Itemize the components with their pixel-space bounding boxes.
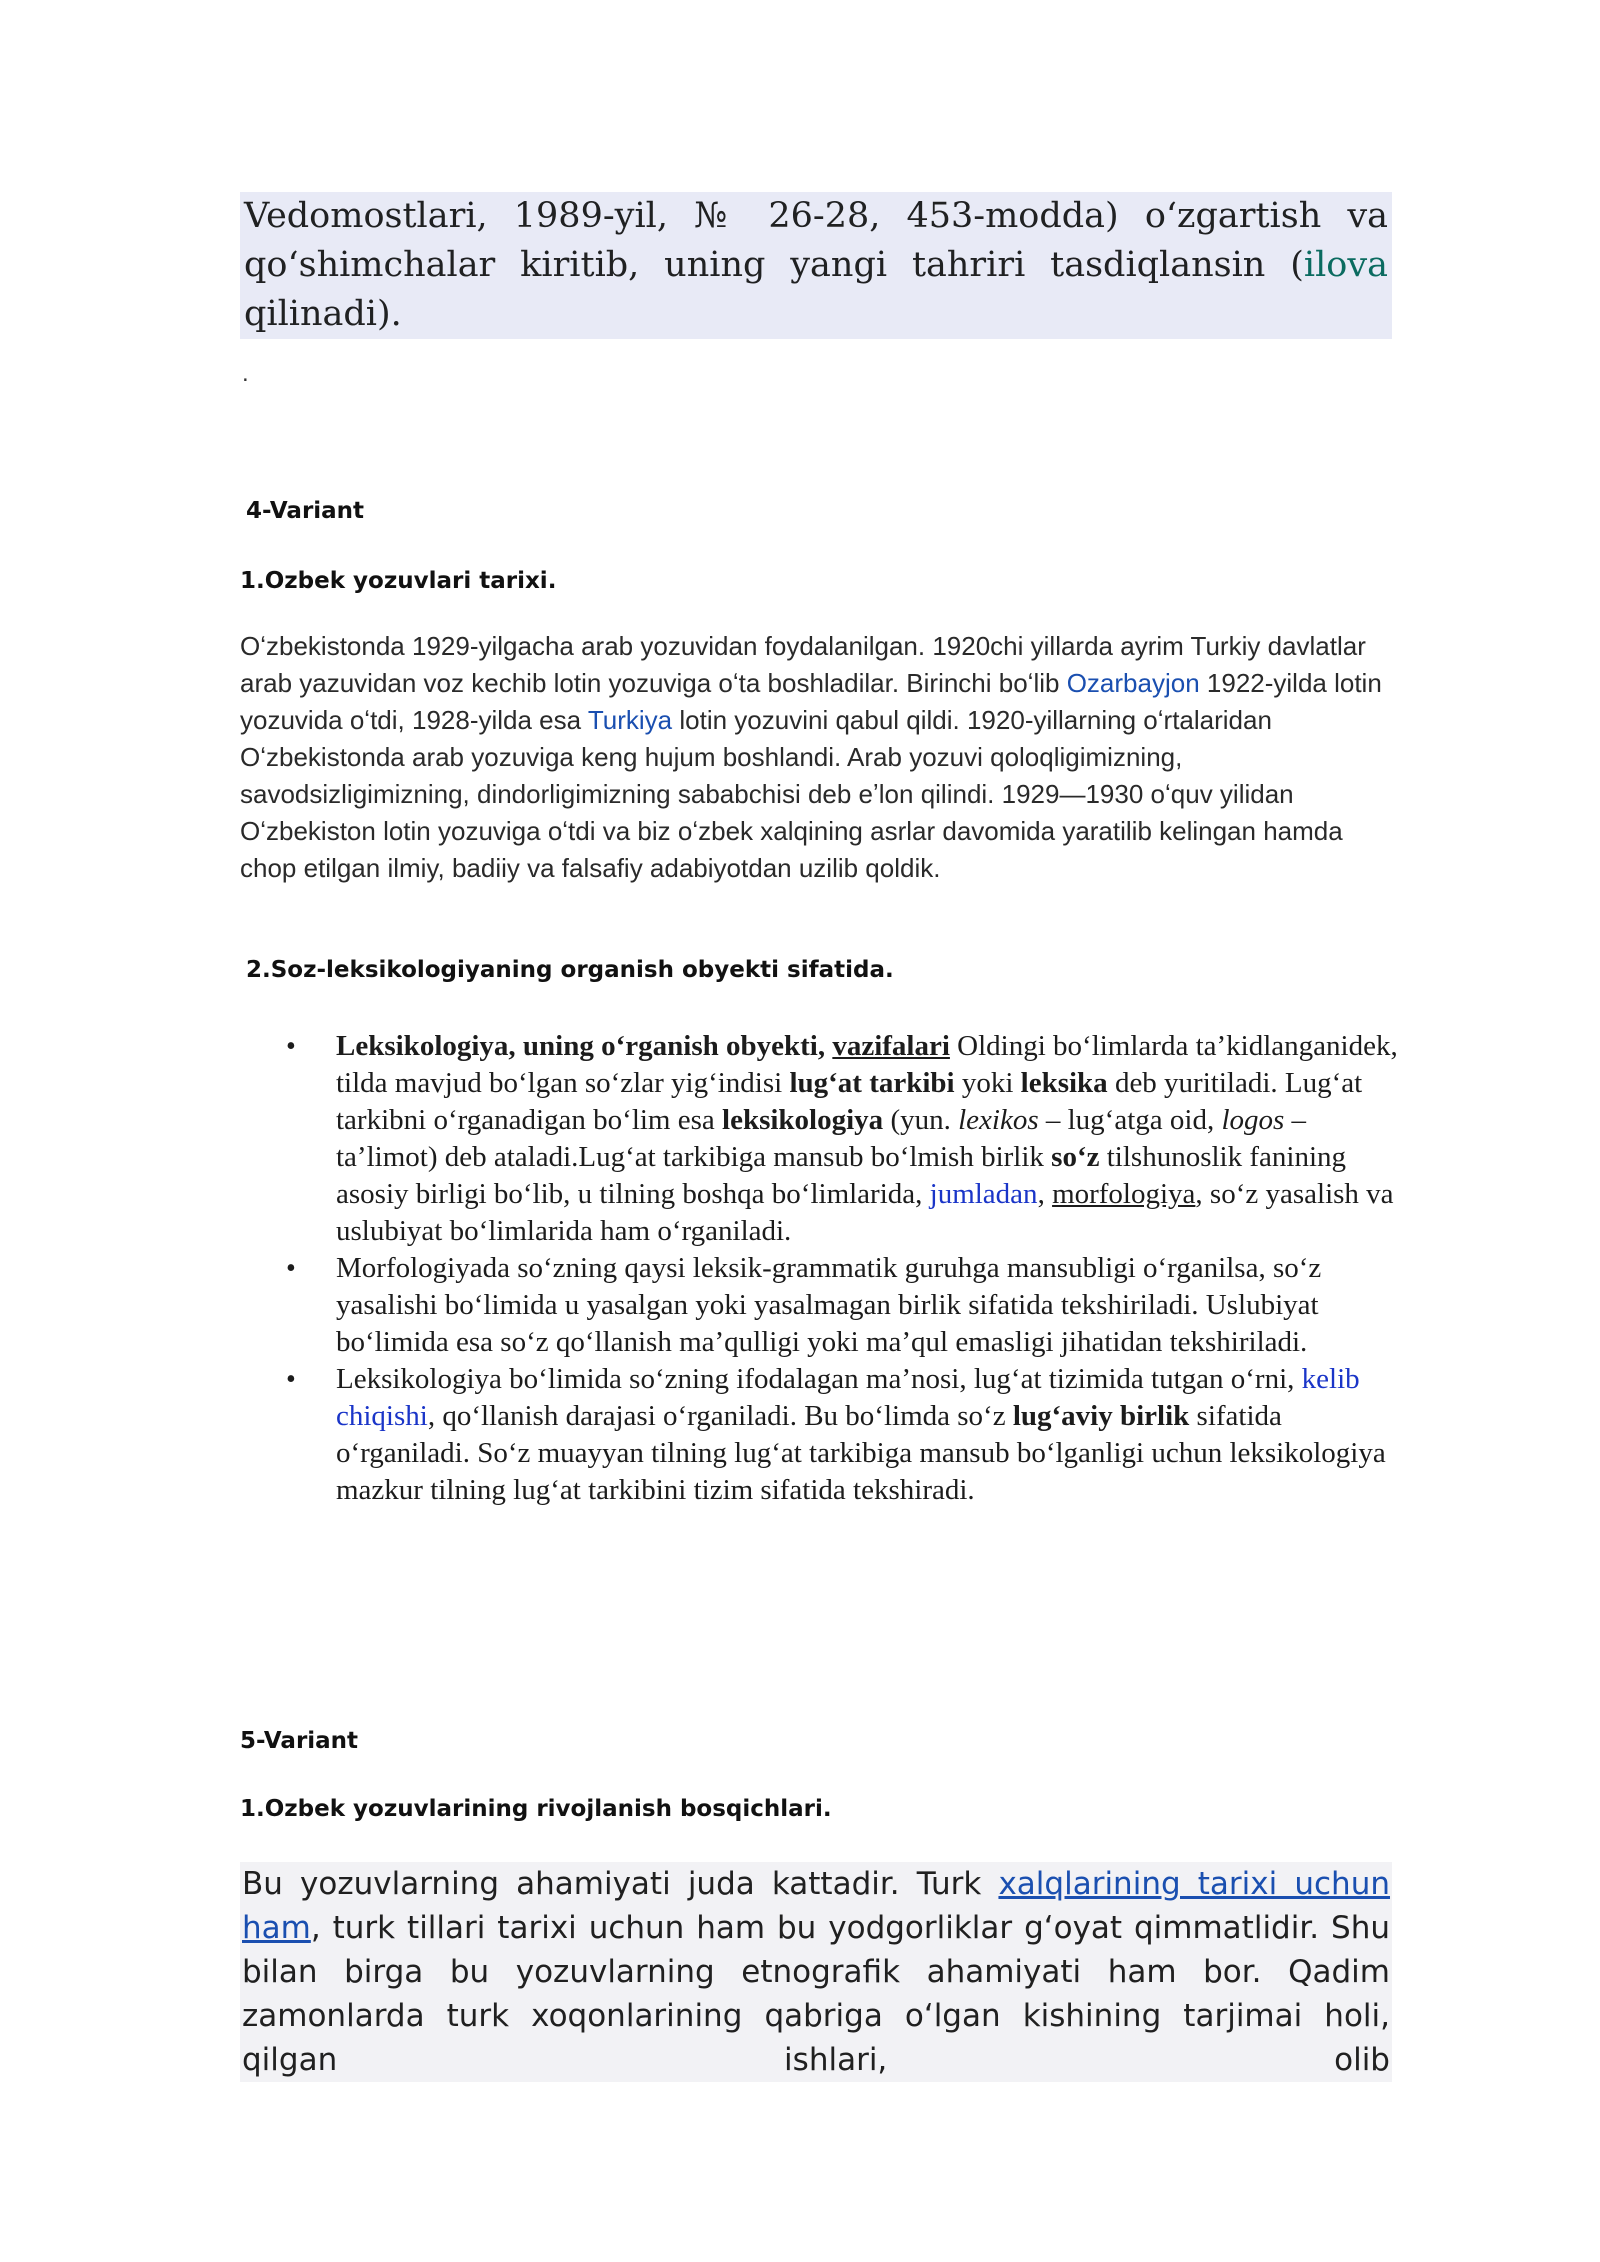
bullet-icon: • [286, 1031, 296, 1062]
paragraph-text: Vedomostlari, 1989-yil, № 26-28, 453-modda) oʻzgartish va qoʻshimchalar kiritib, uning yangi tahriri tasdiqlansin ( [244, 196, 1388, 285]
paragraph-text: – lugʻatga oid, [1038, 1104, 1222, 1136]
variant-5-heading: 5-Variant [240, 1728, 359, 1754]
turkiya-link[interactable]: Turkiya [587, 705, 673, 735]
list-item [286, 1250, 1406, 1361]
paragraph-text: tilshunoslik fanining asosiy birligi boʻlib, u tilning boshqa boʻlimlarida, [336, 1141, 1346, 1210]
bold-text: lugʻaviy birlik [1012, 1400, 1190, 1432]
paragraph-text: Oʻzbekistonda 1929-yilgacha arab yozuvidan foydalanilgan. 1920chi yillarda ayrim Turkiy davlatlar arab yazuvidan voz kechib lotin yozuviga oʻta boshladilar. Birinchi boʻlib [240, 631, 1366, 698]
variant-4-question-1: 1.Ozbek yozuvlari tarixi. [240, 568, 557, 594]
paragraph-text: Leksikologiya boʻlimida soʻzning ifodalagan maʼnosi, lugʻat tizimida tutgan oʻrni, [336, 1363, 1302, 1395]
paragraph-text: Oldingi boʻlimlarda taʼkidlanganidek, tilda mavjud boʻlgan soʻzlar yigʻindisi [336, 1030, 1398, 1099]
italic-text: logos [1221, 1104, 1285, 1136]
bold-underlined-text: vazifalari [832, 1030, 950, 1062]
bold-text: leksikologiya [722, 1104, 884, 1136]
paragraph-text: qilinadi). [244, 294, 402, 334]
paragraph-text: Bu yozuvlarning ahamiyati juda kattadir. Turk [242, 1866, 999, 1902]
variant-5-question-1: 1.Ozbek yozuvlarining rivojlanish bosqichlari. [240, 1796, 832, 1822]
paragraph-text: (yun. [883, 1104, 959, 1136]
highlighted-paragraph-bottom [240, 1862, 1392, 2082]
list-item [286, 1028, 1406, 1250]
xalqlarining-tarixi-link[interactable]: xalqlarining tarixi uchun ham [242, 1866, 1390, 1946]
leksikologiya-bullet-list [286, 1028, 1406, 1509]
highlighted-paragraph-top [240, 192, 1392, 339]
bullet-icon: • [286, 1253, 296, 1284]
paragraph-text: 1922-yilda lotin yozuvida oʻtdi, 1928-yilda esa [240, 668, 1382, 735]
bold-text: soʻz [1051, 1141, 1100, 1173]
paragraph-text: yoki [954, 1067, 1021, 1099]
paragraph-text: lotin yozuvini qabul qildi. 1920-yillarning oʻrtalaridan Oʻzbekistonda arab yozuviga keng hujum boshlandi. Arab yozuvi qoloqligimizning, savodsizligimizning, dindorligimizning sababchisi deb eʼlon qilindi. 1929—1930 oʻquv yilidan Oʻzbekiston lotin yozuviga oʻtdi va biz oʻzbek xalqining asrlar davomida yaratilib kelingan hamda chop etilgan ilmiy, badiiy va falsafiy adabiyotdan uzilib qoldik. [240, 705, 1343, 883]
morfologiya-link[interactable]: morfologiya [1052, 1178, 1196, 1210]
variant-4-heading: 4-Variant [246, 498, 365, 524]
bold-text: lugʻat tarkibi [789, 1067, 955, 1099]
paragraph-text: , qoʻllanish darajasi oʻrganiladi. Bu boʻlimda soʻz [427, 1400, 1013, 1432]
paragraph-text: sifatida oʻrganiladi. Soʻz muayyan tilning lugʻat tarkibiga mansub boʻlganligi uchun leksikologiya mazkur tilning lugʻat tarkibini tizim sifatida tekshiradi. [336, 1400, 1386, 1506]
stray-dot: . [242, 360, 249, 387]
ilova-link[interactable]: ilova [1303, 245, 1388, 285]
bold-text: leksika [1020, 1067, 1108, 1099]
paragraph-text: , soʻz yasalish va uslubiyat boʻlimlarida ham oʻrganiladi. [336, 1178, 1394, 1247]
bullet-icon: • [286, 1364, 296, 1395]
jumladan-link[interactable]: jumladan [929, 1178, 1038, 1210]
paragraph-text: , turk tillari tarixi uchun ham bu yodgorliklar gʻoyat qimmatlidir. Shu bilan birga bu yozuvlarning etnografik ahamiyati ham bor. Qadim zamonlarda turk xoqonlarining qabriga oʻlgan kishining tarjimai holi, qilgan ishlari, olib [242, 1910, 1390, 2078]
kelib-chiqishi-link[interactable]: kelib chiqishi [336, 1363, 1360, 1432]
variant-4-question-2: 2.Soz-leksikologiyaning organish obyekti sifatida. [246, 957, 894, 983]
paragraph-text: – taʼlimot) deb ataladi.Lugʻat tarkibiga mansub boʻlmish birlik [336, 1104, 1307, 1173]
italic-text: lexikos [958, 1104, 1039, 1136]
paragraph-text: Morfologiyada soʻzning qaysi leksik-grammatik guruhga mansubligi oʻrganilsa, soʻz yasalishi boʻlimida u yasalgan yoki yasalmagan birlik sifatida tekshiriladi. Uslubiyat boʻlimida esa soʻz qoʻllanish maʼqulligi yoki maʼqul emasligi jihatidan tekshiriladi. [336, 1252, 1322, 1358]
ozarbayjon-link[interactable]: Ozarbayjon [1066, 668, 1200, 698]
bold-text: Leksikologiya, uning oʻrganish obyekti, [336, 1030, 833, 1062]
paragraph-text: deb yuritiladi. Lugʻat tarkibni oʻrganadigan boʻlim esa [336, 1067, 1363, 1136]
variant-4-answer-1 [240, 628, 1400, 887]
list-item [286, 1361, 1406, 1509]
paragraph-text: , [1037, 1178, 1053, 1210]
